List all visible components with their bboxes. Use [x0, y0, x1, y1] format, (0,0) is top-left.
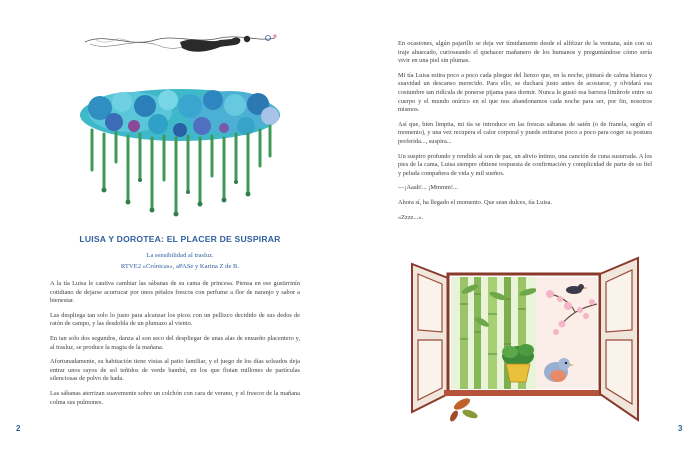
paragraph: Ahora sí, ha llegado el momento. Que sean dulces, tía Luisa.: [398, 198, 552, 206]
paragraph: Mi tía Luisa estira poco a poco cada pliegue del lienzo que, en la noche, pintará de calma blanca y suavidad un descanso merecido. Para ello, se duchará justo antes de acostarse, y olvidará esa costumbre tan ridícula de ponerse pijama para dormir. Nunca le gustó esa barrera limítrofe entre su cuerpo y el mundo onírico en el que nos abandonamos cada noche para ser, por fin, nosotros mismos.: [398, 71, 652, 114]
page-number-left: 2: [16, 424, 21, 433]
right-body-text: [398, 40, 652, 228]
paragraph: En tan solo dos segundos, danza al son seco del despliegar de unas alas de ensueño placentero y, al trasluz, se produce la magia de la mañana.: [50, 334, 300, 351]
right-shutter: [600, 258, 638, 420]
right-page: [350, 0, 700, 450]
blue-bubbles-mass: [80, 89, 280, 141]
window-sill: [444, 390, 604, 396]
paragraph: Las sábanas aterrizan suavemente sobre un colchón con cara de verano, y el frescor de la mañana colma sus pulmones.: [50, 389, 300, 406]
left-body-text: [50, 280, 300, 413]
paragraph: Un suspiro profundo y rendido al son de paz, un alivio íntimo, una canción de cuna susurrada. A los pies de la cama, Luisa siempre obtiene respuesta de confirmación y complicidad de parte de su fiel y peluda compañera de vida y mil sueños.: [398, 152, 652, 177]
subtitle-line: La sensibilidad al trasluz.: [146, 252, 214, 259]
paragraph: Así que, bien limpita, mi tía se introduce en las frescas sábanas de satén (o de franela, según el momento), y una vez recupera el calor corporal y puede estirarse poco a poco para coger su postura preferida..., suspira...: [398, 120, 652, 145]
chapter-title: LUISA Y DOROTEA: EL PLACER DE SUSPIRAR: [79, 234, 281, 244]
paragraph: —¡Aaah!... ¡Mmmm!...: [398, 184, 458, 192]
paragraph: «Zzzz...».: [398, 213, 424, 221]
flying-figure-drawing: [85, 34, 277, 51]
paragraph: En ocasiones, algún pajarillo se deja ver tímidamente desde el alféizar de la ventana, aún con su traje ahuecado, curioseando el quehacer mañanero de los humanos y preguntándose cómo sería vivir en una piel sin plumas.: [398, 40, 652, 65]
page-number-right: 3: [678, 424, 683, 433]
chapter-subtitle: [60, 250, 300, 272]
falling-leaves: [448, 396, 478, 423]
floating-sheet-illustration: [70, 30, 290, 220]
subtitle-line: RTVE2 «Crónicas», aPASe y Karina Z de B.: [120, 263, 240, 270]
paragraph: Afortunadamente, su habitación tiene vistas al patio familiar, y el juego de los días soleados deja entrar unos rayos de sol teñidos de verde bambú, en los que flotan millones de partículas silenciosas de polvo de hada.: [50, 358, 300, 383]
left-shutter: [412, 264, 448, 412]
paragraph: A la tía Luisa le cautiva cambiar las sábanas de su cama de princesa. Piensa en ese gustirrinín cotidiano de dejarse acurrucar por unos pétalos frescos con perfume a flor de naranjo y sabor a bienestar.: [50, 280, 300, 305]
paragraph: Las despliega tan solo lo justo para alcanzar los picos con un pellizco decidido de sus dedos de ratón de campo, y las desdobla de un plumazo al viento.: [50, 311, 300, 328]
window-illustration: [410, 244, 640, 424]
